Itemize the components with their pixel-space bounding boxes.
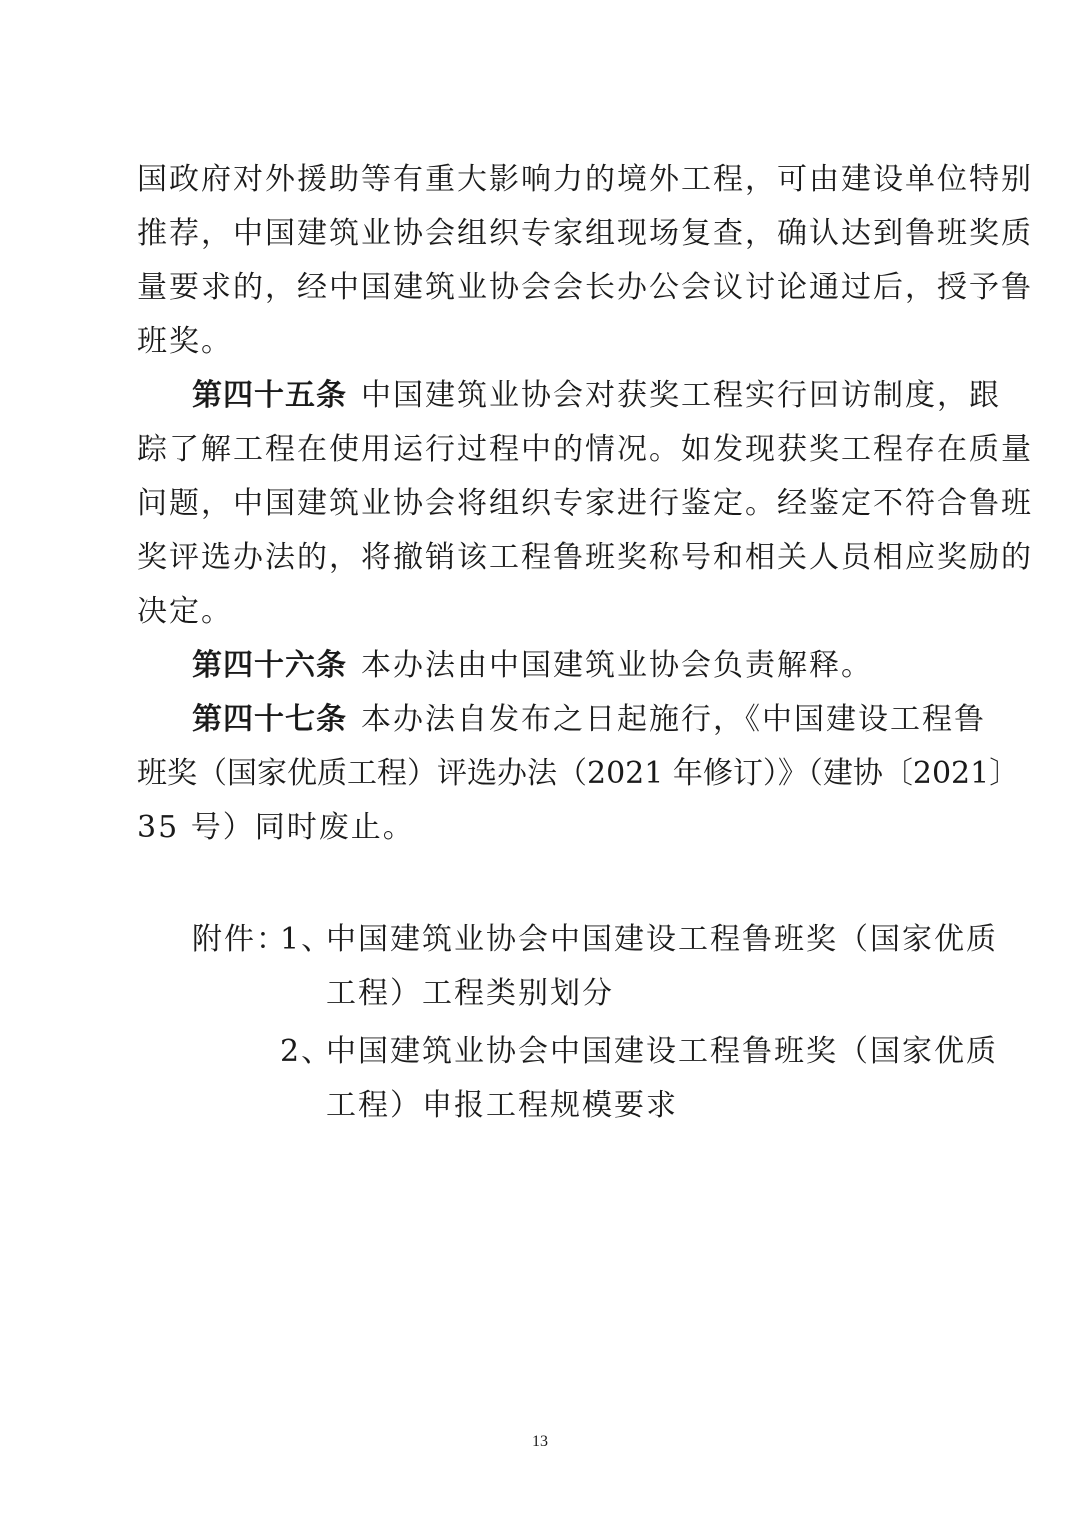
article-45-label: 第四十五条: [192, 378, 347, 413]
article-46-text: 本办法由中国建筑业协会负责解释。: [361, 648, 873, 683]
attachments-label: 附件：: [192, 922, 288, 957]
paragraph-line: 踪了解工程在使用运行过程中的情况。如发现获奖工程存在质量: [137, 432, 1033, 467]
article-46-label: 第四十六条: [192, 648, 347, 683]
paragraph-line: 决定。: [137, 594, 233, 629]
page-number: 13: [532, 1433, 548, 1450]
paragraph-line: 班奖（国家优质工程）评选办法（2021 年修订）》（建协〔2021〕: [137, 756, 1020, 791]
article-45-first-line: [192, 376, 1001, 416]
article-45-text: 中国建筑业协会对获奖工程实行回访制度，跟: [361, 378, 1001, 413]
article-47-first-line: [192, 700, 986, 740]
attachment-1-title-cont: 工程）工程类别划分: [326, 976, 614, 1011]
attachment-1-number: 1、: [280, 922, 334, 957]
article-46-line: [192, 646, 947, 686]
paragraph-line: 国政府对外援助等有重大影响力的境外工程，可由建设单位特别: [137, 162, 1033, 197]
paragraph-line: 班奖。: [137, 324, 233, 359]
paragraph-line: 问题，中国建筑业协会将组织专家进行鉴定。经鉴定不符合鲁班: [137, 486, 1033, 521]
attachment-1-title: 中国建筑业协会中国建设工程鲁班奖（国家优质: [326, 922, 998, 957]
attachment-2-number: 2、: [280, 1034, 334, 1069]
attachment-2-title: 中国建筑业协会中国建设工程鲁班奖（国家优质: [326, 1034, 998, 1069]
article-47-text: 本办法自发布之日起施行，《中国建设工程鲁: [361, 702, 986, 737]
paragraph-line: 量要求的，经中国建筑业协会会长办公会议讨论通过后，授予鲁: [137, 270, 1033, 305]
article-47-label: 第四十七条: [192, 702, 347, 737]
attachment-2-title-cont: 工程）申报工程规模要求: [326, 1088, 678, 1123]
paragraph-line: 35 号）同时废止。: [137, 810, 415, 845]
paragraph-line: 奖评选办法的，将撤销该工程鲁班奖称号和相关人员相应奖励的: [137, 540, 1033, 575]
paragraph-line: 推荐，中国建筑业协会组织专家组现场复查，确认达到鲁班奖质: [137, 216, 1033, 251]
